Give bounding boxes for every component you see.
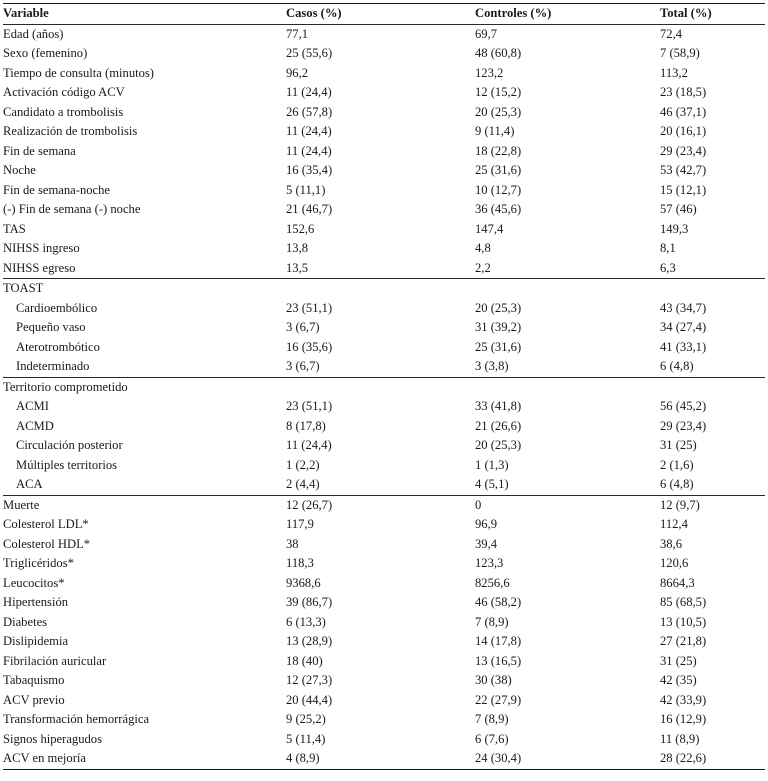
total-cell: 31 (25) [660, 438, 697, 452]
controles-cell: 1 (1,3) [475, 457, 509, 472]
total-cell: 7 (58,9) [660, 46, 700, 60]
table-row [3, 671, 765, 691]
table-row [3, 652, 765, 672]
table-row [3, 515, 765, 535]
table-row [3, 318, 765, 338]
casos-cell: 18 (40) [286, 653, 323, 668]
total-cell: 8664,3 [660, 575, 695, 590]
controles-cell: 24 (30,4) [475, 751, 522, 765]
casos-cell: 8 (17,8) [286, 418, 326, 433]
controles-cell: 25 (31,6) [475, 163, 522, 177]
casos-cell: 5 (11,4) [286, 731, 326, 746]
controles-cell: 13 (16,5) [475, 653, 522, 668]
controles-cell: 14 (17,8) [475, 634, 522, 648]
casos-cell: 5 (11,1) [286, 182, 326, 197]
variable-cell: Fin de semana [3, 143, 76, 158]
controles-cell: 39,4 [475, 536, 498, 551]
table-row [3, 142, 765, 162]
casos-cell: 13,5 [286, 260, 309, 275]
table-row [3, 83, 765, 103]
bottom-rule [3, 769, 765, 770]
variable-cell: Activación código ACV [3, 85, 125, 99]
table-row [3, 64, 765, 84]
casos-cell: 13,8 [286, 241, 309, 255]
table-row [3, 593, 765, 613]
total-cell: 56 (45,2) [660, 399, 707, 413]
header-controles: Controles (%) [475, 6, 552, 20]
table-row [3, 710, 765, 730]
variable-cell: Fibrilación auricular [3, 653, 107, 668]
total-cell: 41 (33,1) [660, 339, 707, 354]
table-row [3, 730, 765, 750]
total-cell: 72,4 [660, 26, 683, 41]
table-row [3, 613, 765, 633]
table-row [3, 220, 765, 240]
casos-cell: 39 (86,7) [286, 595, 333, 609]
table-row [3, 122, 765, 142]
casos-cell: 117,9 [286, 517, 314, 531]
variable-cell: TAS [3, 221, 26, 236]
table-row [3, 44, 765, 64]
variable-cell: NIHSS ingreso [3, 241, 80, 255]
table-row [3, 181, 765, 201]
variable-cell: Múltiples territorios [16, 457, 118, 472]
variable-cell: Indeterminado [16, 359, 90, 373]
total-cell: 57 (46) [660, 202, 697, 216]
casos-cell: 26 (57,8) [286, 104, 333, 119]
variable-cell: NIHSS egreso [3, 260, 76, 275]
table-row [3, 357, 765, 377]
variable-cell: Signos hiperagudos [3, 731, 102, 746]
casos-cell: 11 (24,4) [286, 85, 332, 99]
total-cell: 46 (37,1) [660, 104, 707, 119]
variable-cell: Dislipidemia [3, 634, 69, 648]
variable-cell: Colesterol HDL* [3, 536, 91, 551]
total-cell: 6,3 [660, 260, 676, 275]
total-cell: 11 (8,9) [660, 731, 700, 746]
casos-cell: 2 (4,4) [286, 477, 320, 491]
controles-cell: 33 (41,8) [475, 399, 522, 413]
variable-cell: ACMD [16, 418, 54, 433]
controles-cell: 0 [475, 497, 482, 512]
total-cell: 38,6 [660, 536, 683, 551]
casos-cell: 38 [286, 536, 299, 551]
total-cell: 120,6 [660, 556, 689, 570]
controles-cell: 4,8 [475, 241, 491, 255]
variable-cell: Noche [3, 163, 36, 177]
header-variable: Variable [3, 6, 49, 20]
controles-cell: 123,3 [475, 556, 504, 570]
casos-cell: 13 (28,9) [286, 634, 333, 648]
table-row [3, 632, 765, 652]
total-cell: 85 (68,5) [660, 595, 707, 609]
controles-cell: 3 (3,8) [475, 359, 509, 373]
controles-cell: 20 (25,3) [475, 438, 522, 452]
variable-cell: Circulación posterior [16, 438, 123, 452]
controles-cell: 20 (25,3) [475, 104, 522, 119]
casos-cell: 25 (55,6) [286, 46, 333, 60]
controles-cell: 123,2 [475, 65, 504, 80]
casos-cell: 23 (51,1) [286, 300, 333, 315]
table-row [3, 535, 765, 555]
controles-cell: 30 (38) [475, 673, 512, 687]
table-row [3, 239, 765, 259]
variable-cell: Fin de semana-noche [3, 182, 111, 197]
header-total: Total (%) [660, 6, 712, 20]
casos-cell: 20 (44,4) [286, 692, 333, 707]
table-row [3, 574, 765, 594]
table-body [3, 25, 765, 769]
total-cell: 42 (35) [660, 673, 697, 687]
controles-cell: 69,7 [475, 26, 498, 41]
casos-cell: 16 (35,4) [286, 163, 333, 177]
controles-cell: 18 (22,8) [475, 143, 522, 158]
variable-cell: ACV en mejoría [3, 751, 87, 765]
casos-cell: 1 (2,2) [286, 457, 320, 472]
variable-cell: Muerte [3, 497, 40, 512]
controles-cell: 48 (60,8) [475, 46, 522, 60]
variable-cell: (-) Fin de semana (-) noche [3, 202, 141, 216]
data-table [3, 0, 765, 770]
total-cell: 53 (42,7) [660, 163, 707, 177]
controles-cell: 7 (8,9) [475, 614, 509, 629]
variable-cell: Leucocitos* [3, 575, 65, 590]
variable-cell: Colesterol LDL* [3, 517, 89, 531]
total-cell: 112,4 [660, 517, 688, 531]
variable-cell: Sexo (femenino) [3, 46, 88, 60]
casos-cell: 96,2 [286, 65, 309, 80]
total-cell: 27 (21,8) [660, 634, 707, 648]
total-cell: 20 (16,1) [660, 124, 707, 138]
total-cell: 6 (4,8) [660, 359, 694, 373]
casos-cell: 3 (6,7) [286, 320, 320, 334]
total-cell: 12 (9,7) [660, 497, 700, 512]
controles-cell: 22 (27,9) [475, 692, 522, 707]
variable-cell: Realización de trombolisis [3, 124, 138, 138]
variable-cell: ACA [16, 477, 43, 491]
casos-cell: 11 (24,4) [286, 143, 332, 158]
variable-cell: ACV previo [3, 692, 65, 707]
controles-cell: 4 (5,1) [475, 477, 509, 491]
total-cell: 43 (34,7) [660, 300, 707, 315]
table-row [3, 338, 765, 358]
controles-cell: 21 (26,6) [475, 418, 522, 433]
casos-cell: 118,3 [286, 556, 314, 570]
casos-cell: 9368,6 [286, 575, 321, 590]
section-heading: Territorio comprometido [3, 379, 128, 394]
casos-cell: 16 (35,6) [286, 339, 333, 354]
casos-cell: 12 (26,7) [286, 497, 333, 512]
total-cell: 31 (25) [660, 653, 697, 668]
controles-cell: 25 (31,6) [475, 339, 522, 354]
total-cell: 15 (12,1) [660, 182, 707, 197]
table-row [3, 475, 765, 495]
total-cell: 23 (18,5) [660, 85, 707, 99]
controles-cell: 10 (12,7) [475, 182, 522, 197]
variable-cell: Hipertensión [3, 595, 69, 609]
casos-cell: 4 (8,9) [286, 751, 320, 765]
casos-cell: 11 (24,4) [286, 124, 332, 138]
variable-cell: Candidato a trombolisis [3, 104, 124, 119]
total-cell: 28 (22,6) [660, 751, 707, 765]
table-header-row [3, 4, 765, 24]
table-row [3, 397, 765, 417]
table-row [3, 436, 765, 456]
controles-cell: 20 (25,3) [475, 300, 522, 315]
controles-cell: 9 (11,4) [475, 124, 515, 138]
table-row [3, 749, 765, 769]
controles-cell: 8256,6 [475, 575, 510, 590]
table-row [3, 161, 765, 181]
section-heading-row [3, 279, 765, 299]
total-cell: 2 (1,6) [660, 457, 694, 472]
controles-cell: 6 (7,6) [475, 731, 509, 746]
casos-cell: 77,1 [286, 26, 309, 41]
controles-cell: 46 (58,2) [475, 595, 522, 609]
table-row [3, 554, 765, 574]
variable-cell: Pequeño vaso [16, 320, 86, 334]
table-row [3, 259, 765, 279]
casos-cell: 11 (24,4) [286, 438, 332, 452]
variable-cell: Tiempo de consulta (minutos) [3, 65, 155, 80]
section-heading: TOAST [3, 281, 44, 295]
casos-cell: 9 (25,2) [286, 712, 326, 726]
controles-cell: 31 (39,2) [475, 320, 522, 334]
controles-cell: 2,2 [475, 260, 491, 275]
table-row [3, 200, 765, 220]
table-row [3, 496, 765, 516]
table-row [3, 456, 765, 476]
table-row [3, 103, 765, 123]
casos-cell: 6 (13,3) [286, 614, 326, 629]
variable-cell: ACMI [16, 399, 49, 413]
total-cell: 16 (12,9) [660, 712, 707, 726]
variable-cell: Triglicéridos* [3, 556, 74, 570]
casos-cell: 12 (27,3) [286, 673, 333, 687]
variable-cell: Edad (años) [3, 26, 64, 41]
casos-cell: 21 (46,7) [286, 202, 333, 216]
total-cell: 13 (10,5) [660, 614, 707, 629]
controles-cell: 96,9 [475, 517, 498, 531]
variable-cell: Tabaquismo [3, 673, 65, 687]
variable-cell: Cardioembólico [16, 300, 98, 315]
variable-cell: Diabetes [3, 614, 48, 629]
total-cell: 34 (27,4) [660, 320, 707, 334]
total-cell: 8,1 [660, 241, 676, 255]
controles-cell: 36 (45,6) [475, 202, 522, 216]
controles-cell: 147,4 [475, 221, 504, 236]
controles-cell: 7 (8,9) [475, 712, 509, 726]
table-row [3, 417, 765, 437]
table-row [3, 299, 765, 319]
variable-cell: Transformación hemorrágica [3, 712, 150, 726]
casos-cell: 23 (51,1) [286, 399, 333, 413]
table-row [3, 25, 765, 45]
header-casos: Casos (%) [286, 6, 342, 20]
casos-cell: 3 (6,7) [286, 359, 320, 373]
table-row [3, 691, 765, 711]
total-cell: 42 (33,9) [660, 692, 707, 707]
total-cell: 6 (4,8) [660, 477, 694, 491]
total-cell: 29 (23,4) [660, 418, 707, 433]
variable-cell: Aterotrombótico [16, 339, 100, 354]
total-cell: 29 (23,4) [660, 143, 707, 158]
casos-cell: 152,6 [286, 221, 315, 236]
controles-cell: 12 (15,2) [475, 85, 522, 99]
total-cell: 113,2 [660, 65, 688, 80]
total-cell: 149,3 [660, 221, 689, 236]
section-heading-row [3, 378, 765, 398]
